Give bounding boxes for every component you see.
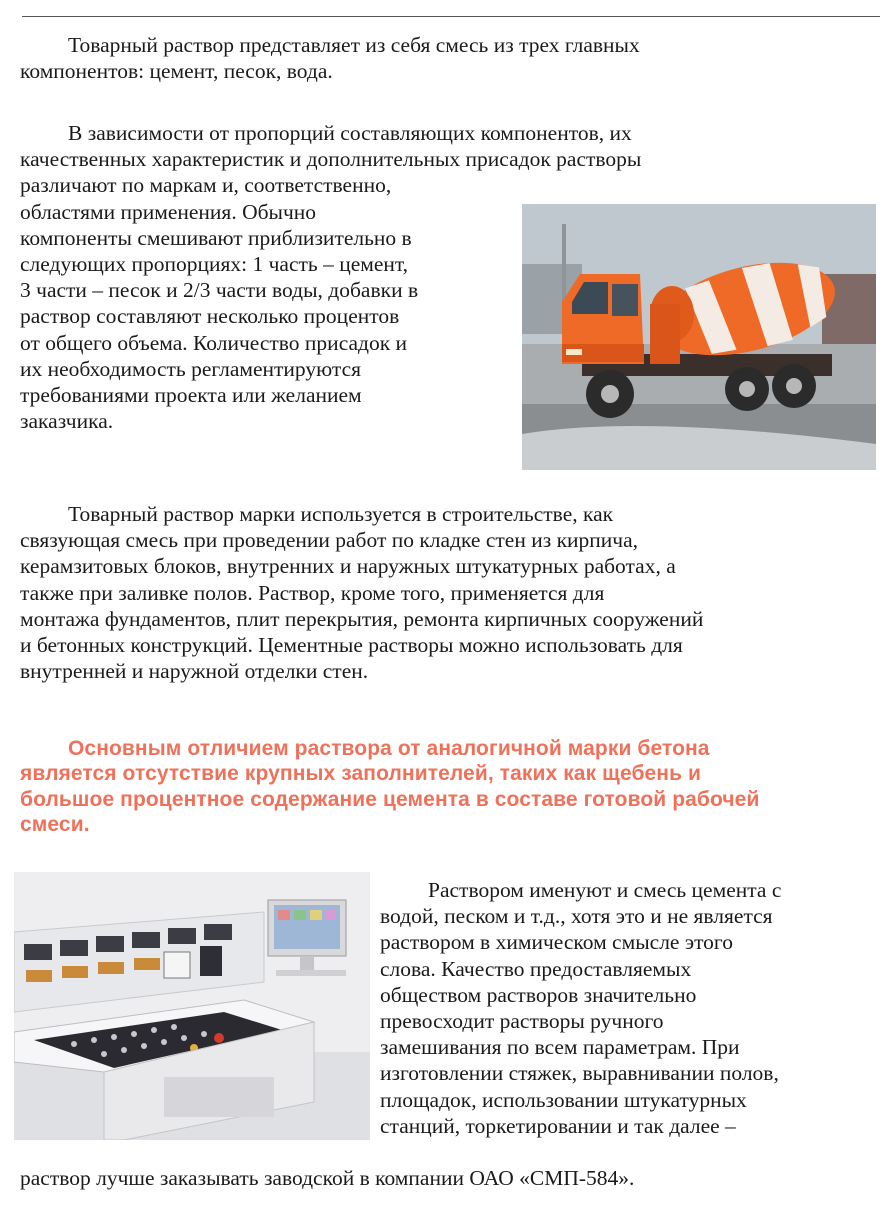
text-line: различают по маркам и, соответственно, [20, 173, 392, 198]
text-line: станций, торкетировании и так далее – [380, 1113, 736, 1138]
text-line: керамзитовых блоков, внутренних и наружных штукатурных работах, а [20, 554, 676, 579]
text-line: компоненты смешивают приблизительно в [20, 225, 412, 250]
text-line: В зависимости от пропорций составляющих компонентов, их [68, 121, 632, 145]
text-line: превосходит растворы ручного [380, 1009, 664, 1034]
text-line: их необходимость регламентируются [20, 356, 361, 381]
text-line: также при заливке полов. Раствор, кроме того, применяется для [20, 580, 605, 605]
text-line: изготовлении стяжек, выравнивании полов, [380, 1061, 779, 1086]
paragraph-composition [20, 32, 640, 84]
text-line: связующая смесь при проведении работ по кладке стен из кирпича, [20, 528, 639, 553]
text-line: требованиями проекта или желанием [20, 383, 362, 408]
text-line: монтажа фундаментов, плит перекрытия, ремонта кирпичных сооружений [20, 606, 704, 631]
concrete-mixer-truck-image [522, 204, 876, 470]
text-line: качественных характеристик и дополнительных присадок растворы [20, 147, 642, 172]
control-panel-image [14, 872, 370, 1140]
text-line: областями применения. Обычно [20, 199, 317, 224]
text-line: обществом растворов значительно [380, 982, 697, 1007]
truck-illustration [522, 204, 876, 470]
highlight-line: большое процентное содержание цемента в составе готовой рабочей [20, 787, 760, 811]
text-line: 3 части – песок и 2/3 части воды, добавки в [20, 278, 419, 303]
control-panel-illustration [14, 872, 370, 1140]
highlight-line: является отсутствие крупных заполнителей, таких как щебень и [20, 762, 702, 786]
text-line: площадок, использовании штукатурных [380, 1087, 747, 1112]
highlight-line: Основным отличием раствора от аналогичной марки бетона [68, 737, 710, 760]
highlight-paragraph [20, 736, 759, 838]
paragraph-quality [380, 877, 781, 1139]
paragraph-usage [20, 501, 703, 684]
text-line: и бетонных конструкций. Цементные растворы можно использовать для [20, 633, 683, 658]
text-line: внутренней и наружной отделки стен. [20, 659, 369, 684]
text-line: водой, песком и т.д., хотя это и не является [380, 904, 773, 929]
text-line: компонентов: цемент, песок, вода. [20, 59, 333, 84]
text-line: слова. Качество предоставляемых [380, 956, 692, 981]
top-rule [22, 16, 880, 17]
text-line: Раствором именуют и смесь цемента с [428, 878, 782, 902]
text-line: Товарный раствор марки используется в строительстве, как [68, 502, 614, 526]
text-line: раствор лучше заказывать заводской в компании ОАО «СМП-584». [20, 1166, 635, 1190]
text-line: замешивания по всем параметрам. При [380, 1035, 740, 1060]
paragraph-quality-ending [20, 1165, 634, 1191]
text-line: от общего объема. Количество присадок и [20, 330, 408, 355]
highlight-line: смеси. [20, 813, 90, 837]
text-line: раствор составляют несколько процентов [20, 304, 400, 329]
text-line: заказчика. [20, 409, 114, 434]
text-line: раствором в химическом смысле этого [380, 930, 733, 955]
text-line: следующих пропорциях: 1 часть – цемент, [20, 252, 409, 277]
text-line: Товарный раствор представляет из себя смесь из трех главных [68, 33, 640, 57]
